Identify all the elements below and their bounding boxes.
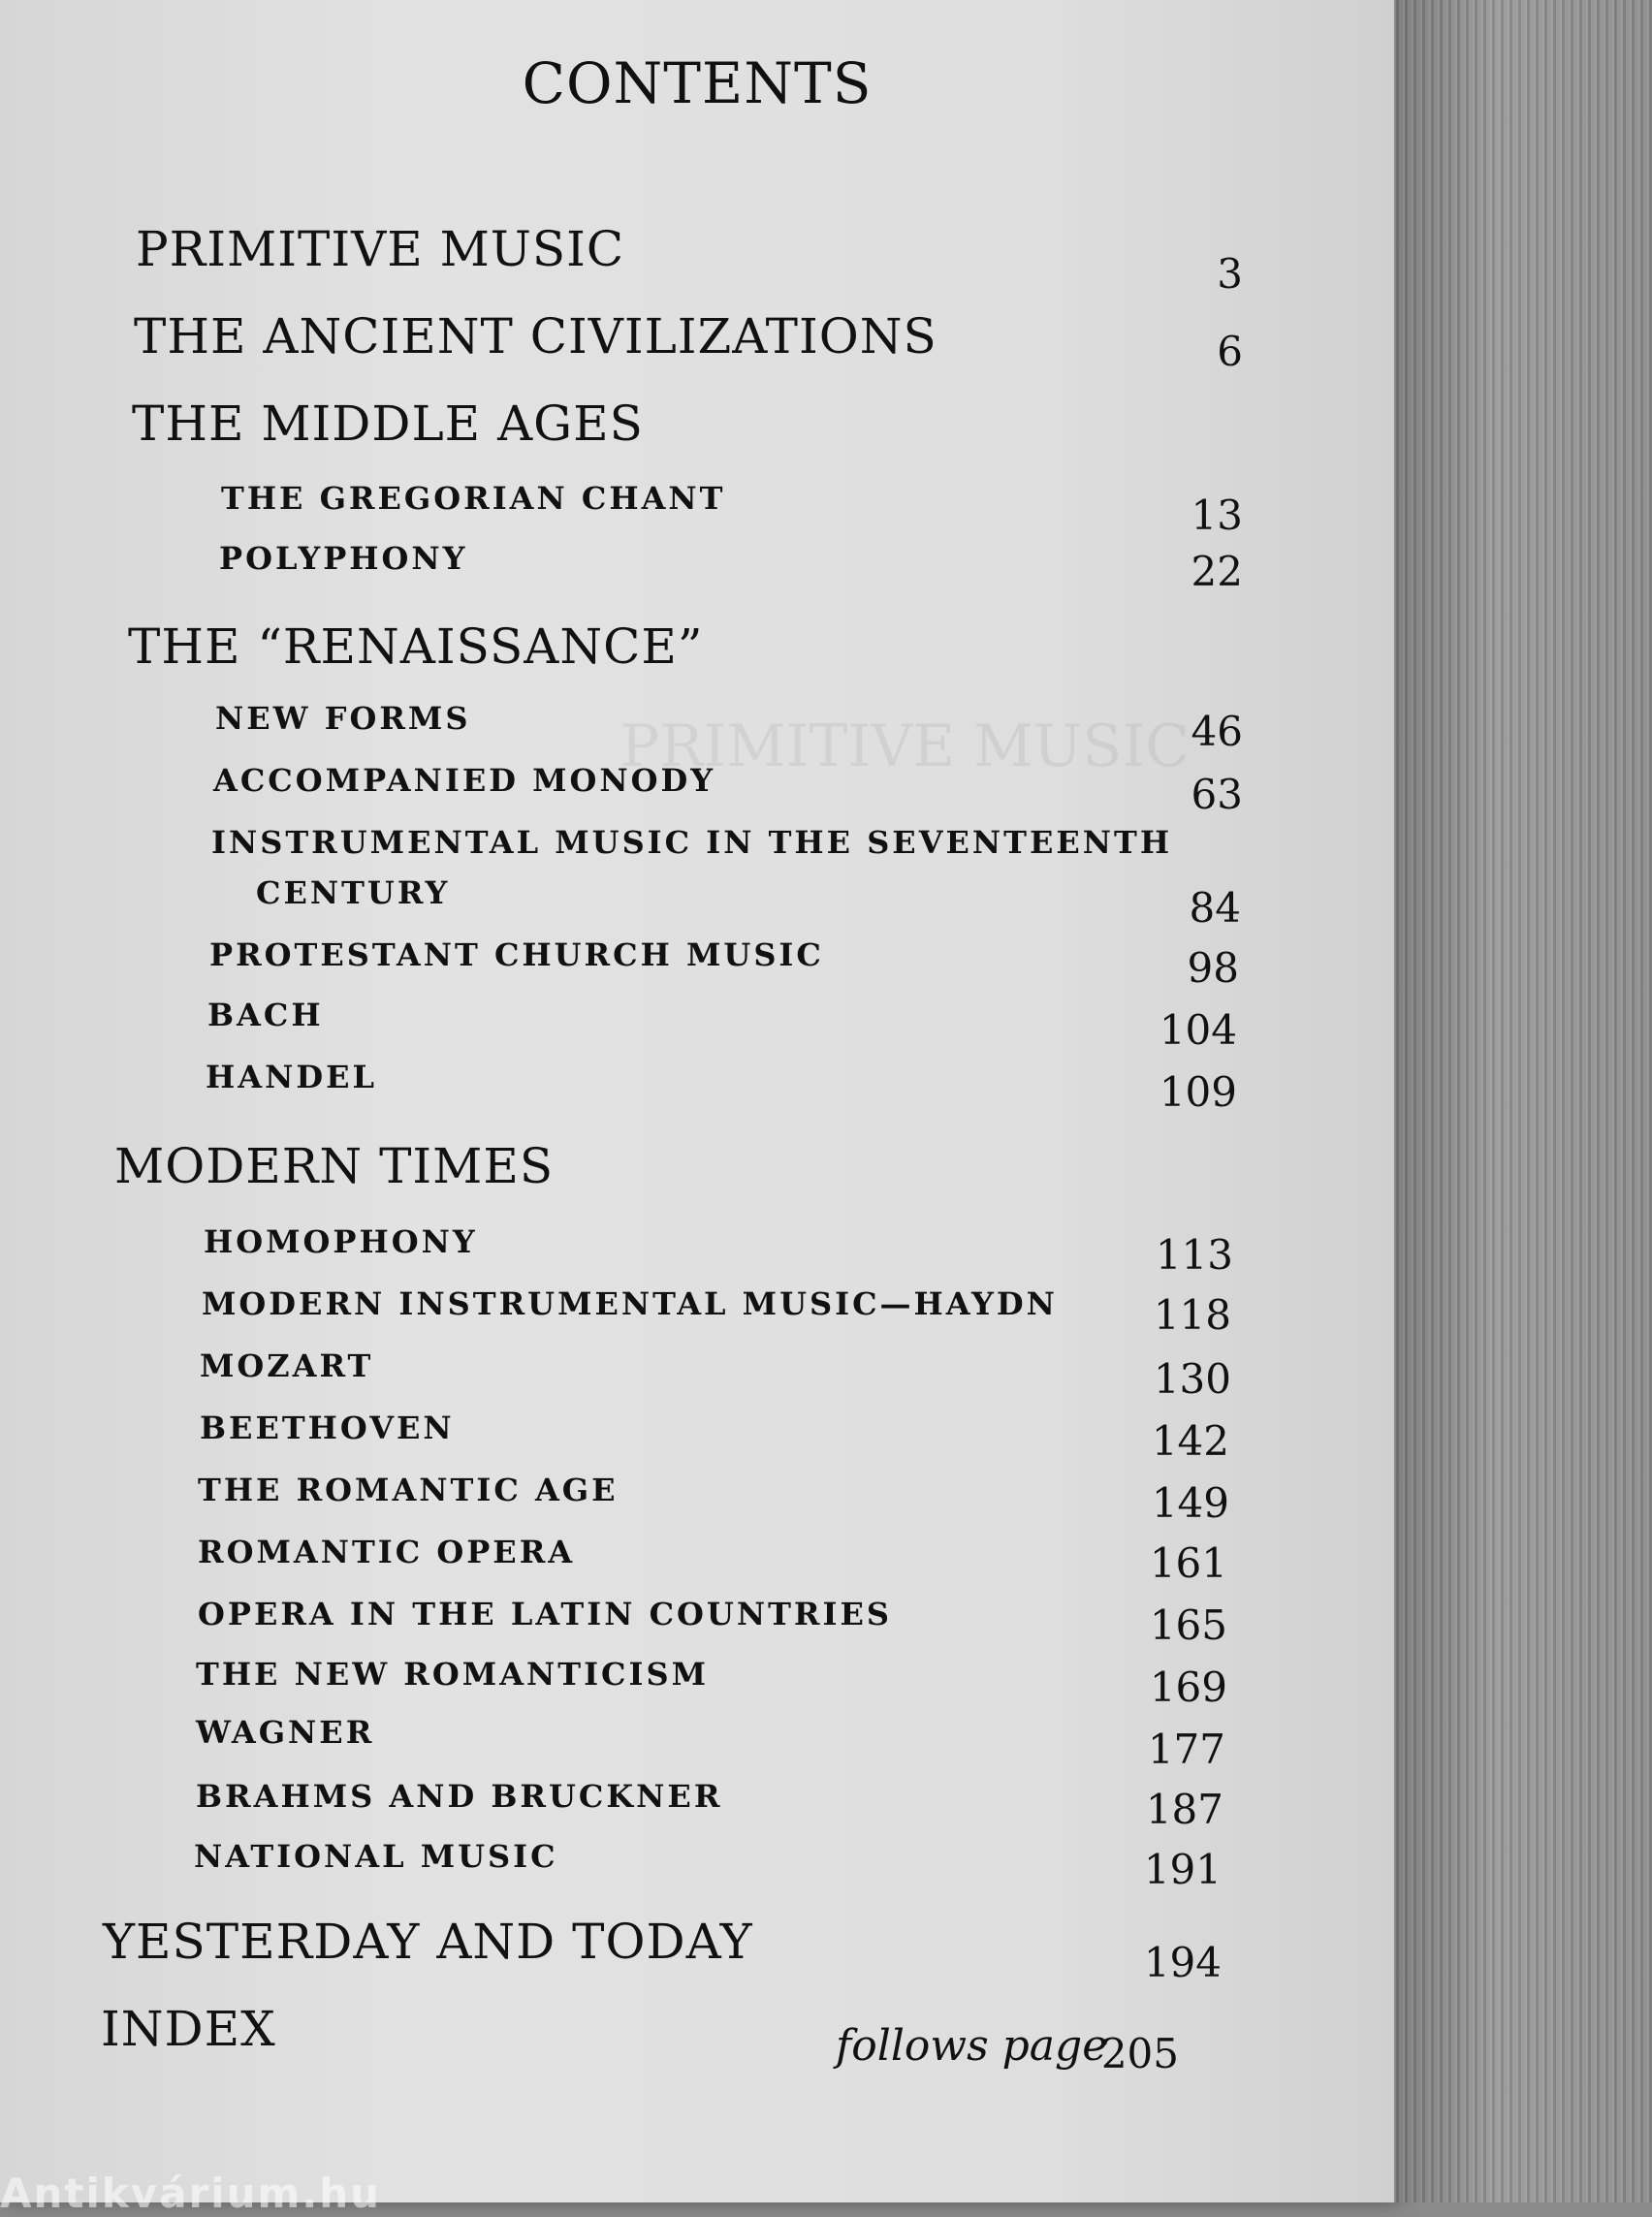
toc-entry-romantic-opera: ROMANTIC OPERA	[198, 1534, 576, 1570]
page-number: 169	[1149, 1663, 1227, 1711]
toc-entry-accompanied-monody: ACCOMPANIED MONODY	[213, 762, 716, 799]
toc-entry-primitive-music: PRIMITIVE MUSIC	[136, 221, 625, 277]
page-number: 142	[1151, 1417, 1229, 1465]
toc-entry-middle-ages: THE MIDDLE AGES	[132, 396, 644, 452]
toc-entry-modern-times: MODERN TIMES	[114, 1138, 555, 1194]
index-note: follows page	[836, 2021, 1108, 2071]
page-number: 113	[1155, 1231, 1233, 1279]
toc-entry-yesterday-today: YESTERDAY AND TODAY	[103, 1914, 753, 1970]
toc-entry-new-forms: NEW FORMS	[215, 700, 471, 737]
page-number: 161	[1149, 1539, 1227, 1587]
watermark: Antikvárium.hu	[0, 2169, 382, 2217]
page-number: 187	[1145, 1786, 1223, 1833]
page-number: 104	[1159, 1006, 1237, 1054]
toc-entry-century: CENTURY	[256, 874, 451, 911]
page-number: 22	[1191, 548, 1243, 595]
page-title: CONTENTS	[522, 50, 873, 116]
toc-entry-romantic-age: THE ROMANTIC AGE	[198, 1472, 619, 1508]
page-number: 118	[1153, 1291, 1231, 1339]
page-number: 194	[1143, 1939, 1222, 1986]
table-surface	[1394, 0, 1652, 2202]
toc-entry-national-music: NATIONAL MUSIC	[194, 1838, 558, 1875]
page-number: 109	[1159, 1068, 1237, 1116]
toc-entry-instrumental-music: INSTRUMENTAL MUSIC IN THE SEVENTEENTH	[211, 824, 1173, 861]
toc-entry-wagner: WAGNER	[196, 1714, 375, 1751]
toc-entry-gregorian-chant: THE GREGORIAN CHANT	[221, 480, 726, 517]
toc-entry-protestant-church-music: PROTESTANT CHURCH MUSIC	[209, 936, 824, 973]
page-number: 205	[1100, 2030, 1179, 2077]
page-number: 46	[1191, 708, 1243, 755]
page-number: 98	[1187, 944, 1239, 992]
toc-entry-renaissance: THE “RENAISSANCE”	[128, 618, 704, 675]
toc-entry-new-romanticism: THE NEW ROMANTICISM	[196, 1656, 710, 1693]
toc-entry-mozart: MOZART	[200, 1347, 374, 1384]
page-number: 6	[1217, 328, 1243, 375]
page-number: 149	[1151, 1479, 1229, 1527]
toc-entry-brahms-bruckner: BRAHMS AND BRUCKNER	[196, 1778, 723, 1815]
toc-entry-opera-latin-countries: OPERA IN THE LATIN COUNTRIES	[198, 1596, 892, 1632]
toc-entry-homophony: HOMOPHONY	[204, 1223, 478, 1260]
toc-entry-handel: HANDEL	[206, 1059, 377, 1095]
bleed-through-text: PRIMITIVE MUSIC	[620, 713, 1191, 780]
page-number: 177	[1147, 1726, 1225, 1773]
toc-entry-bach: BACH	[207, 997, 324, 1033]
page-number: 84	[1189, 884, 1241, 932]
toc-entry-ancient-civilizations: THE ANCIENT CIVILIZATIONS	[134, 308, 937, 364]
page-number: 63	[1191, 771, 1243, 818]
page-number: 191	[1143, 1846, 1222, 1893]
page-number: 13	[1191, 491, 1243, 539]
page-number: 130	[1153, 1355, 1231, 1403]
toc-entry-polyphony: POLYPHONY	[219, 540, 468, 577]
toc-entry-beethoven: BEETHOVEN	[200, 1409, 455, 1446]
toc-entry-index: INDEX	[101, 2001, 276, 2057]
page-number: 165	[1149, 1601, 1227, 1649]
page-number: 3	[1217, 250, 1243, 298]
toc-entry-modern-instrumental-haydn: MODERN INSTRUMENTAL MUSIC—HAYDN	[202, 1285, 1058, 1322]
